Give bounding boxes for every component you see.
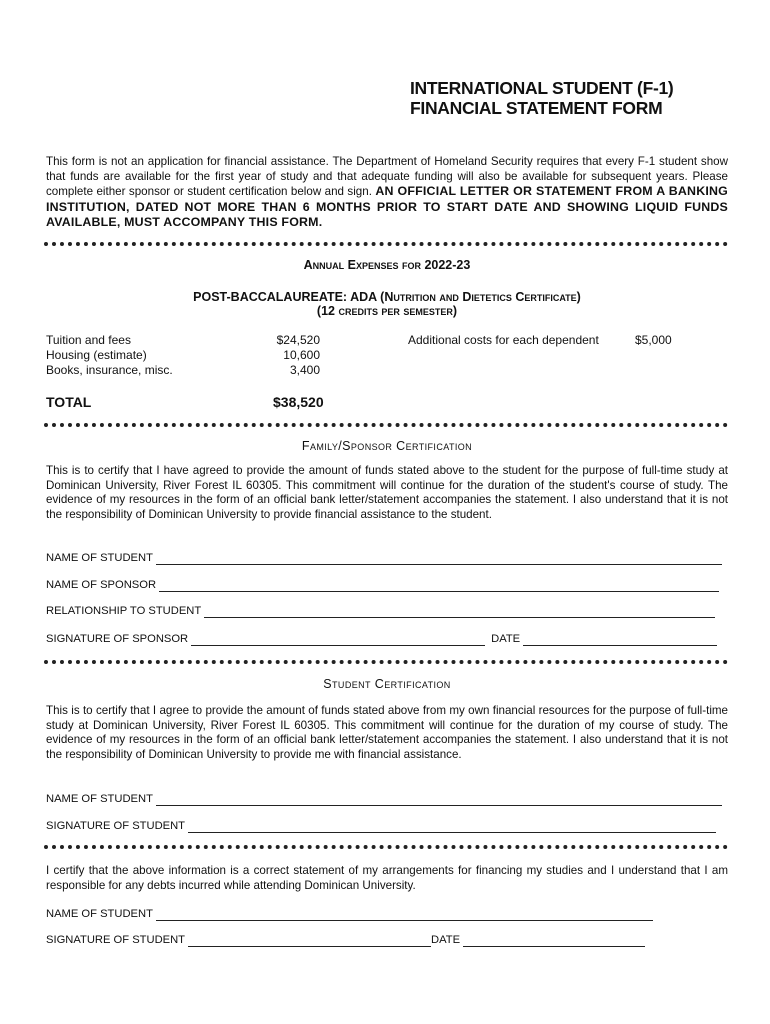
- program-name: POST-BACCALAUREATE: ADA (Nutrition and Dietetics Certificate): [193, 290, 581, 304]
- student-signature-line[interactable]: [188, 821, 716, 833]
- total-label: TOTAL: [46, 394, 92, 410]
- sponsor-name-line[interactable]: [159, 580, 719, 592]
- intro-text: This form is not an application for financial assistance. The Department of Homeland Security requires that every F-1 student show that funds are available for the first year of study and that adequate funding will also be available for subsequent years. Please complete either sponsor or student certification below and sign.: [46, 155, 728, 199]
- field-label: RELATIONSHIP TO STUDENT: [46, 605, 202, 617]
- field-label: SIGNATURE OF SPONSOR: [46, 633, 189, 645]
- date-label: DATE: [431, 934, 461, 946]
- field-label: NAME OF STUDENT: [46, 908, 153, 920]
- expense-label-housing: Housing (estimate): [46, 348, 147, 362]
- certify-student-name-line[interactable]: [156, 909, 653, 921]
- student-name-field[interactable]: [46, 792, 722, 806]
- sponsor-name-field[interactable]: [46, 578, 719, 592]
- date-label: DATE: [491, 633, 521, 645]
- dotted-divider: [44, 845, 728, 849]
- field-label: NAME OF STUDENT: [46, 793, 153, 805]
- dotted-divider: [44, 660, 728, 664]
- student-name-line[interactable]: [156, 794, 722, 806]
- certify-signature-line[interactable]: [188, 935, 431, 947]
- sponsor-paragraph: This is to certify that I have agreed to provide the amount of funds stated above to the student for the purpose of full-time study at Dominican University, River Forest IL 60305. This commitment will continue for the duration of the student's course of study. The evidence of my resources in the form of an official bank letter/statement accompanies the statement. I also understand that it is not the responsibility of Dominican University to provide financial assistance to the student.: [46, 464, 728, 521]
- field-label: NAME OF STUDENT: [46, 552, 153, 564]
- certify-date-line[interactable]: [463, 935, 645, 947]
- intro-emphasis: AN OFFICIAL LETTER OR STATEMENT FROM A BANKING INSTITUTION, DATED NOT MORE THAN 6 MONTHS PRIOR TO START DATE AND SHOWING LIQUID FUNDS AVAILABLE, MUST ACCOMPANY THIS FORM.: [46, 184, 728, 230]
- certify-student-name-field[interactable]: [46, 907, 653, 921]
- program-credits: (12 credits per semester): [316, 304, 458, 318]
- dependent-cost-label: Additional costs for each dependent: [408, 333, 599, 347]
- student-signature-field[interactable]: [46, 819, 716, 833]
- student-name-line[interactable]: [156, 553, 722, 565]
- field-label: SIGNATURE OF STUDENT: [46, 934, 186, 946]
- form-title: [410, 78, 740, 118]
- dotted-divider: [44, 242, 728, 246]
- dotted-divider: [44, 423, 728, 427]
- certify-paragraph: I certify that the above information is a correct statement of my arrangements for financing my studies and I understand that I am responsible for any debts incurred while attending Dominican University.: [46, 864, 728, 892]
- student-paragraph: This is to certify that I agree to provide the amount of funds stated above from my own financial resources for the purpose of full-time study at Dominican University, River Forest IL 60305. This commitment will continue for the duration of my course of study. The evidence of my resources in the form of an official bank letter/statement accompanies the statement. I also understand that it is not the responsibility of Dominican University to provide me with financial assistance.: [46, 704, 728, 761]
- intro-paragraph: [46, 155, 728, 231]
- sponsor-date-line[interactable]: [523, 634, 717, 646]
- sponsor-signature-field[interactable]: [46, 632, 717, 646]
- relationship-line[interactable]: [204, 606, 715, 618]
- sponsor-signature-line[interactable]: [191, 634, 485, 646]
- sponsor-student-name-field[interactable]: [46, 551, 722, 565]
- expense-label-tuition: Tuition and fees: [46, 333, 131, 347]
- expense-amount-books: 3,400: [289, 363, 320, 377]
- certify-signature-field[interactable]: [46, 933, 645, 947]
- expense-amount-housing: 10,600: [283, 348, 320, 362]
- field-label: NAME OF SPONSOR: [46, 579, 157, 591]
- student-heading: Student Certification: [323, 677, 451, 691]
- form-title-line1: INTERNATIONAL STUDENT (F-1): [410, 78, 674, 98]
- total-amount: $38,520: [273, 394, 324, 410]
- expense-label-books: Books, insurance, misc.: [46, 363, 173, 377]
- form-title-line2: FINANCIAL STATEMENT FORM: [410, 98, 663, 118]
- relationship-field[interactable]: [46, 604, 715, 618]
- dependent-cost-amount: $5,000: [635, 333, 672, 347]
- sponsor-heading: Family/Sponsor Certification: [301, 439, 473, 453]
- expenses-heading: Annual Expenses for 2022-23: [303, 258, 471, 272]
- expense-amount-tuition: $24,520: [276, 333, 320, 347]
- field-label: SIGNATURE OF STUDENT: [46, 820, 186, 832]
